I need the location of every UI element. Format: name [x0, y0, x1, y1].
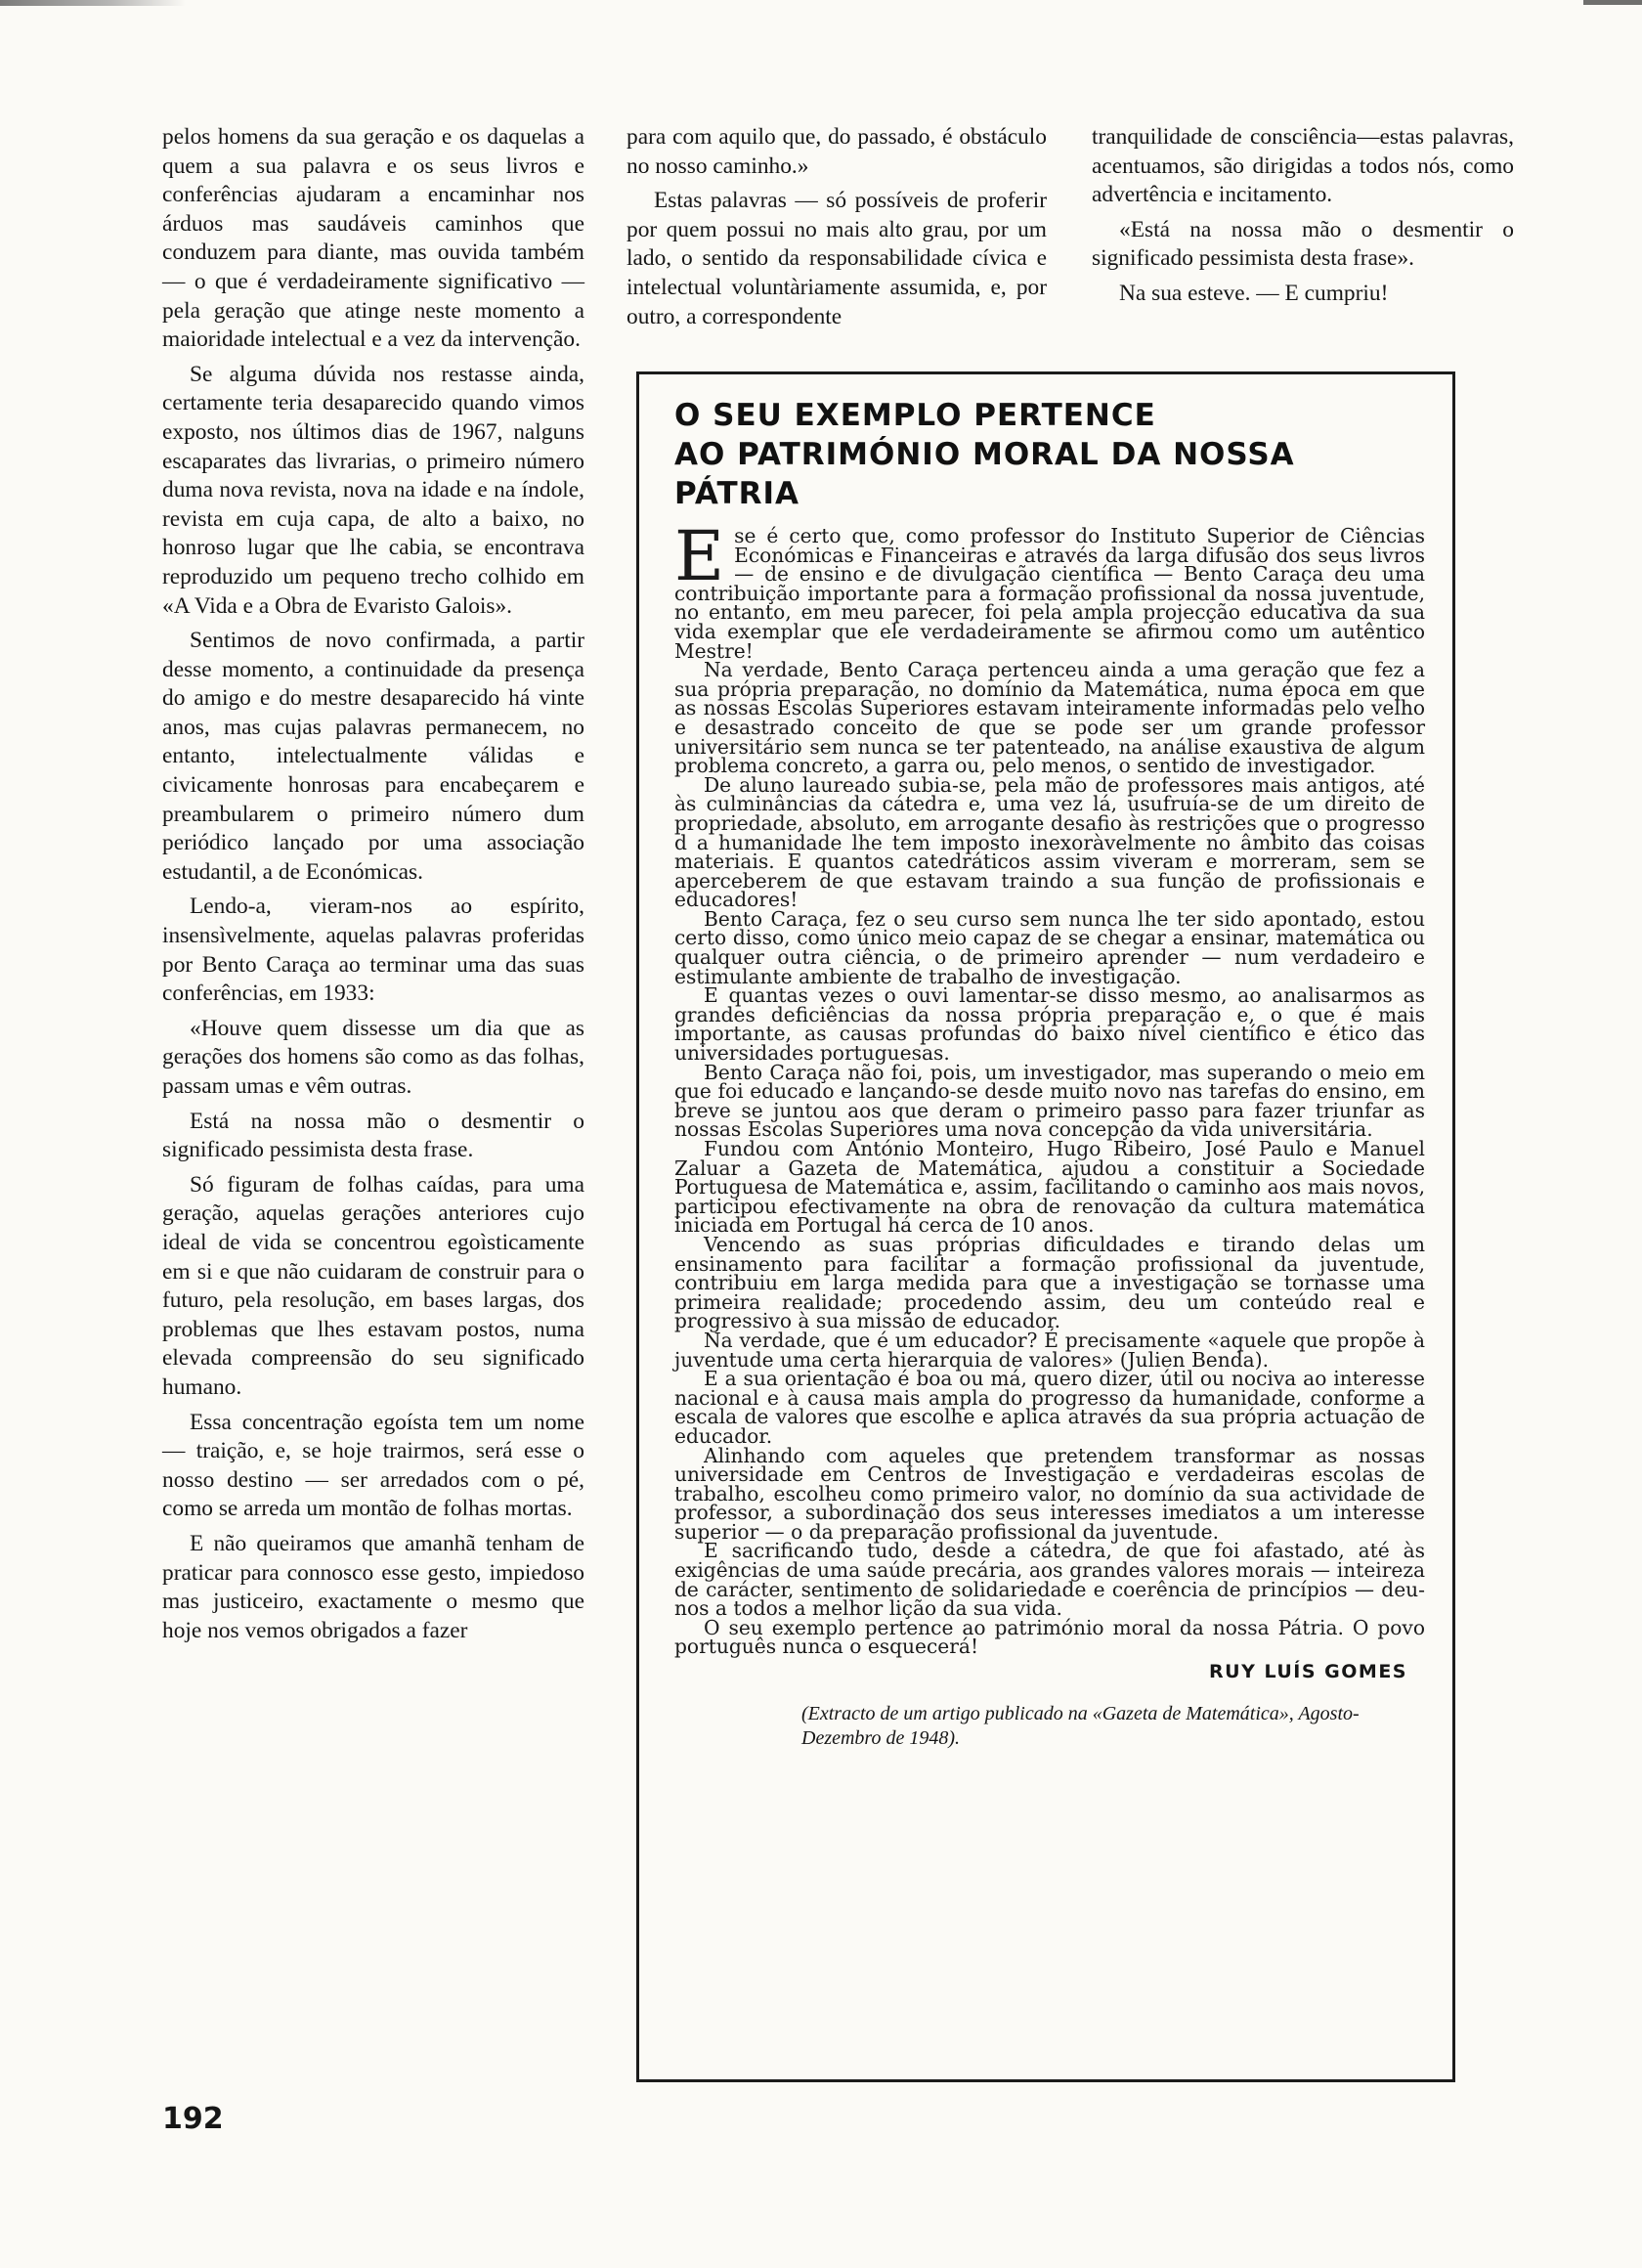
text-column-2 [627, 123, 1047, 331]
article-title [674, 396, 1425, 513]
paragraph: Lendo-a, vieram-nos ao espírito, insensìvelmente, aquelas palavras proferidas por Bento Caraça ao terminar uma das suas conferências, em 1933: [162, 894, 584, 1007]
article-first-paragraph: Ese é certo que, como professor do Instituto Superior de Ciências Económicas e Financeiras e através da larga difusão dos seus livros — de ensino e de divulgação científica — Bento Caraça deu uma contribuição importante para a formação profissional da nossa juventude, no entanto, em meu parecer, foi pela ampla projecção educativa da sua vida exemplar que ele verdadeiramente se afirmou como um autêntico Mestre! [674, 516, 1425, 663]
paragraph: Se alguma dúvida nos restasse ainda, certamente teria desaparecido quando vimos exposto, nos últimos dias de 1967, nalguns escaparates das livrarias, o primeiro número duma nova revista, nova na idade e na índole, revista em cuja capa, de alto a baixo, no honroso lugar que lhe cabia, se encontrava reproduzido um pequeno trecho colhido em «A Vida e a Obra de Evaristo Galois». [162, 361, 584, 619]
article-paragraph: E sacrificando tudo, desde a cátedra, de que foi afastado, até às exigências de uma saúde precária, aos grandes valores morais — inteireza de carácter, sentimento de solidariedade e coerência de princípios — deu-nos a todos a melhor lição da sua vida. [674, 1539, 1425, 1621]
article-paragraph: Na verdade, que é um educador? É precisamente «aquele que propõe à juventude uma certa hierarquia de valores» (Julien Benda). [674, 1328, 1425, 1372]
paragraph: «Está na nossa mão o desmentir o significado pessimista desta frase». [1092, 216, 1514, 272]
article-paragraph: Na verdade, Bento Caraça pertenceu ainda a uma geração que fez a sua própria preparação, no domínio da Matemática, numa época em que as nossas Escolas Superiores estavam inteiramente informadas pelo velho e desastrado conceito de que se pode ser um grande professor universitário sem nunca se ter patenteado, na análise exaustiva de algum problema concreto, a garra ou, pelo menos, o sentido de investigador. [674, 658, 1425, 778]
scan-edge-mark-right [1583, 0, 1642, 5]
page-number: 192 [162, 2102, 224, 2136]
paragraph: Estas palavras — só possíveis de proferir por quem possui no mais alto grau, por um lado, o sentido da responsabilidade cívica e intelectual voluntàriamente assumida, e, por outro, a correspondente [627, 188, 1047, 329]
quote-paragraph: Essa concentração egoísta tem um nome — traição, e, se hoje trairmos, será esse o nosso destino — ser arredados com o pé, como se arreda um montão de folhas mortas. [162, 1409, 584, 1522]
article-paragraph: E quantas vezes o ouvi lamentar-se disso mesmo, ao analisarmos as grandes deficiências da nossa própria preparação e, o que é mais importante, as causas profundas do baixo nível científico e ético das universidades portuguesas. [674, 983, 1425, 1066]
article-paragraph: Fundou com António Monteiro, Hugo Ribeiro, José Paulo e Manuel Zaluar a Gazeta de Matemática, ajudou a constituir a Sociedade Portuguesa de Matemática e, assim, facilitando o caminho aos mais novos, participou efectivamente na obra de renovação da cultura matemática iniciada em Portugal há cerca de 10 anos. [674, 1137, 1425, 1238]
article-title-line-1: O SEU EXEMPLO PERTENCE [674, 398, 1156, 433]
paragraph: Na sua esteve. — E cumpriu! [1119, 280, 1389, 306]
quote-paragraph: Só figuram de folhas caídas, para uma geração, aquelas gerações anteriores cujo ideal de vida se concentrou egoìsticamente em si e que não cuidaram de construir para o futuro, pela resolução, em bases largas, dos problemas que lhes estavam postos, numa elevada compreensão do seu significado humano. [162, 1171, 584, 1400]
author-signature: RUY LUÍS GOMES [1209, 1661, 1407, 1683]
paragraph: pelos homens da sua geração e os daquelas a quem a sua palavra e os seus livros e conferências ajudaram a encaminhar nos árduos mas saudáveis caminhos que conduzem para diante, mas ouvida também — o que é verdadeiramente significativo — pela geração que atinge neste momento a maioridade intelectual e a vez da intervenção. [162, 124, 584, 353]
source-note: (Extracto de um artigo publicado na «Gazeta de Matemática», Agosto-Dezembro de 1948). [801, 1703, 1360, 1750]
paragraph: para com aquilo que, do passado, é obstáculo no nosso caminho.» [627, 124, 1047, 179]
article-paragraph: De aluno laureado subia-se, pela mão de professores mais antigos, até às culminâncias da cátedra e, uma vez lá, usufruía-se de um direito de propriedade, absoluto, em arrogante desafio às restrições que o progresso d a humanidade lhe tem imposto inexoràvelmente no âmbito das coisas materiais. E quantos catedráticos assim viveram e morreram, sem se aperceberem de que estavam traindo a sua função de profissionais e educadores! [674, 772, 1425, 912]
text-column-1 [162, 123, 584, 1645]
article-paragraph: O seu exemplo pertence ao património moral da nossa Pátria. O povo português nunca o esquecerá! [674, 1615, 1425, 1659]
article-paragraph: Vencendo as suas próprias dificuldades e tirando delas um ensinamento para facilitar a formação profissional da juventude, contribuiu em larga medida para que a investigação se tornasse uma primeira realidade; procedendo assim, deu um conteúdo real e progressivo à sua missão de educador. [674, 1232, 1425, 1333]
paragraph: Sentimos de novo confirmada, a partir desse momento, a continuidade da presença do amigo e do mestre desaparecido há vinte anos, mas cujas palavras permanecem, no entanto, intelectualmente válidas e civicamente honrosas para encabeçarem e preambularem o primeiro número dum periódico lançado por uma associação estudantil, a de Económicas. [162, 628, 584, 885]
article-title-line-2: AO PATRIMÓNIO MORAL DA NOSSA PÁTRIA [674, 437, 1295, 511]
paragraph: tranquilidade de consciência—estas palavras, acentuamos, são dirigidas a todos nós, como advertência e incitamento. [1092, 124, 1514, 208]
drop-cap: E [674, 516, 725, 596]
quote-paragraph: E não queiramos que amanhã tenham de praticar para connosco esse gesto, impiedoso mas justiceiro, exactamente o mesmo que hoje nos vemos obrigados a fazer [162, 1530, 584, 1643]
scan-edge-mark [0, 0, 186, 6]
article-paragraph: Bento Caraça, fez o seu curso sem nunca lhe ter sido apontado, estou certo disso, como único meio capaz de se chegar a ensinar, matemática ou qualquer outra ciência, o de primeiro aprender — num verdadeiro e estimulante ambiente de trabalho de investigação. [674, 906, 1425, 988]
quote-paragraph: Está na nossa mão o desmentir o significado pessimista desta frase. [162, 1108, 584, 1163]
quote-paragraph: «Houve quem dissesse um dia que as gerações dos homens são como as das folhas, passam umas e vêm outras. [162, 1015, 584, 1099]
article-paragraph: Alinhando com aqueles que pretendem transformar as nossas universidade em Centros de Investigação e verdadeiras escolas de trabalho, escolheu como primeiro valor, no domínio da sua actividade de professor, a subordinação dos seus interesses imediatos a um interesse superior — o da preparação profissional da juventude. [674, 1443, 1425, 1544]
text-column-3 [1092, 123, 1514, 309]
boxed-article [636, 371, 1455, 2082]
article-paragraph: Bento Caraça não foi, pois, um investigador, mas superando o meio em que foi educado e lançando-se desde muito novo nas tarefas do ensino, em breve se juntou aos que deram o primeiro passo para fazer triunfar as nossas Escolas Superiores uma nova concepção da vida universitária. [674, 1060, 1425, 1142]
article-body [674, 516, 1425, 1659]
article-paragraph: E a sua orientação é boa ou má, quero dizer, útil ou nociva ao interesse nacional e à causa mais ampla do progresso da humanidade, conforme a escala de valores que escolhe e aplica através da sua própria actuação de educador. [674, 1367, 1425, 1448]
